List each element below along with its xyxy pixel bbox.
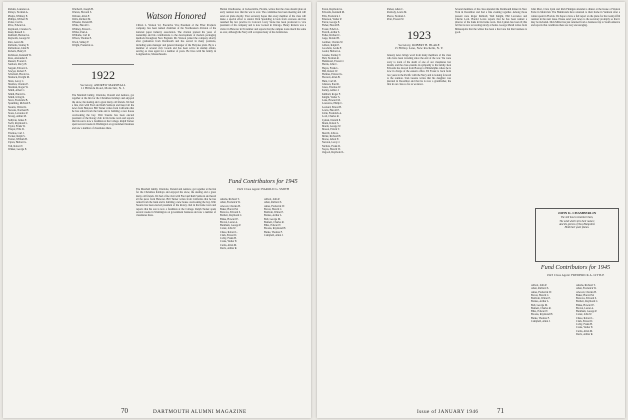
fund-class-agent: 1922 Class Agent: HAROLD G. SMITH bbox=[236, 188, 290, 191]
class-year-heading: 1923 bbox=[407, 28, 431, 42]
magazine-footer: DARTMOUTH ALUMNI MAGAZINE bbox=[153, 409, 247, 415]
page-number: 71 bbox=[497, 407, 504, 415]
divider bbox=[72, 64, 134, 65]
memorial-poem-box bbox=[535, 208, 619, 262]
class-notes-column-3: Several members of the class attended the Dartmouth dinner in New York in December and had a fine evening together. Among those present were Roger Kimball, Walt Knight, Phil Lawrence and Charlie Lord. Harold Lewis reports that he has been named a director of the bank in his home town. Don Lyman has been ill this fall but is now recovering nicely at home. George Marsh writes from Minneapolis that the winter has been a hard one but that business is good. bbox=[455, 8, 527, 34]
poem-text: The still hours remember them, The wind which stirs their names; And the glories of New Hampshire Hold their quiet flames. bbox=[559, 216, 595, 229]
article-title: Watson Honored bbox=[145, 11, 207, 21]
magazine-footer: Issue of JANUARY 1946 bbox=[417, 409, 479, 415]
class-roster-column-2: Wardwell, Joseph H. Warren, Howard S. Webster, Allen F. Wells, Richard M. Wheeler, Donald B. White, Harold C. Whitney, Ernest L. Wilder, Paul A. Williams, Carl R. Wilson, Thomas E. Wood, Sidney F. Wright, Frederick A. bbox=[72, 8, 94, 47]
class-roster-column: Eaton, Raymond A. Edwards, Kenneth M. Ellis, Frederick J. Emerson, Walter P. Farrar, George E. Fisher, Harold B. Foster, Edwin L. French, Arthur S. Fuller, Richard C. Gage, Donald H. Gardner, Charles W. Gilbert, Ralph E. Goodwin, Leslie F. Gould, Herbert A. Greene, Stanley T. Hall, Norman R. Hammond, Everett J. Harris, John C. Hayes, Frank L. Hill, Robert W. Holmes, Edward G. Howard, Allen B. Hunt, Carl M. Johnson, Paul R. Jones, Thomas W. Kelley, Arthur J. Kimball, Roger F. Knight, Walter S. Lane, Howard M. Lawrence, Philip C. Leonard, Ernest B. Lewis, Harold E. Little, Frederick A. Lord, Charles R. Lyman, Donald P. Mann, Robert S. Marsh, George W. Mason, Edwin T. Merrill, John A. Miller, Richard H. Morse, Albert E. Newton, Leroy J. Nichols, Frank D. Noyes, Harold W. Osgood, Raymond L. bbox=[322, 8, 345, 154]
class-roster-column: Perkins, Laurence A. Petteys, Norman A. Phelps, Whitney E. Phillips, Wilbert H. Potter, Carl K. Price, Edward A. Raymond, Clarence S. Reed, Russell C. Redfield, Bernard A. Reynolds, George W. Rice, Aaron M. Richards, Stanley E. Richardson, John H. Roberts, Henry P. Robinson, Kenneth W. Ross, Alexander P. Russell, Everett J. Sanborn, Percy H. Sargent, Edward L. Sawyer, Robert F. Schofield, Harold A. Shattuck, Dwight M. Shaw, Leroy C. Sheldon, Charles E. Sherman, Roger W. Smith, Albert C. Smith, Harold G. Smith, Irving R. Snow, Frederick B. Spaulding, Richard E. Stearns, Walter K. Stevens, Norman H. Stone, Lawrence P. Strong, Arthur M. Sullivan, James F. Swift, Raymond L. Taylor, Frank W. Thayer, Ellis D. Thomas, Carl J. Tucker, Ralph S. Turner, William B. Upton, Herbert G. Vail, Robert T. Walker, George E. bbox=[8, 8, 32, 151]
class-secretary-byline: Secretary, ANDREW MARSHALL 11 Hillside Road, Montclair, N. J. bbox=[80, 84, 126, 91]
fund-contributor-list-2: Adams, Richard T. Allen, Frederick W. Atwood, Charles B. Baker, Harold M. Barrows, Edward S. Bartlett, Raymond C. Blake, Howard E. Brown, Lester A. Burnham, George P. Carter, John W. Chase, Robert L. Clark, Ernest D. Colby, Frank H. Crane, Walter E. Curtis, Allan M. Davis, Arthur R. bbox=[576, 284, 599, 336]
fund-contributors-title: Fund Contributors for 1945 bbox=[228, 178, 298, 185]
article-text: Clifton L. Watson '22, Executive Vice President of the Fiber Products company, has been named chairman of the Northeastern division of the national paper industry association. The citation praised his years of leadership and his contributions to the development of modern packaging methods throughout New England. Mr. Watson joined the company shortly after graduation from Dartmouth and has served in many positions, including sales manager and general manager of the Holyoke plant. He is a member of several civic boards and has been active in alumni affairs, serving as class agent for a number of years. He lives with his family in Longmeadow, Massachusetts. bbox=[136, 24, 216, 57]
class-notes-text: January news brings word from many members of the class who have been traveling since the end of the war. We were sorry to learn of the death of one of our classmates last month, and the class extends its sympathy to his family. Ken Edwards has moved from Boston to Philadelphia where he is now in charge of the eastern office. Ed Foster is back from two years in the Pacific with the Navy and is looking forward to the reunion. Stan Greene writes that his daughter was married in December and that he is now a grandfather, the first in our class so far as we know. bbox=[387, 54, 451, 87]
class-year-heading: 1922 bbox=[91, 68, 115, 82]
class-roster-column-2: Parker, Allen C. Peabody, Lewis M. Pierce, Norman J. Pratt, Everett W. bbox=[387, 8, 408, 21]
fund-contributor-list-2: Abbott, John P. Allen, Richard S. Ames, Frederick W. Bacon, Harold C. Baldwin, Walter E. Barnes, Arthur L. Bell, George M. Bennett, Charles R. Bliss, Edward T. Brooks, Raymond H. Burke, Thomas F. Campbell, Allen J. bbox=[264, 198, 287, 237]
class-notes-text-continued: The Marshall family, Charlotte, Donald and Andrew, got together at the Inn for the Christmas holidays and enjoyed the snow, the skating and a great many old friends. We had a fine visit with Fred and Ruth Sanborn and heard all the news from Hanover. Bill Turner writes from California that he has retired from the bank and is building a new house overlooking the bay. Walt Stearns has been elected president of the Rotary club in his home town and reports that his son is now a freshman at the College. Ralph Tucker spent several weeks in Washington on government business and saw a number of classmates there. bbox=[136, 188, 216, 217]
class-secretary-byline: Secretary, ROBERT H. BLAKE 15 Hilltop Lane, New Rochelle, N. Y. bbox=[394, 44, 444, 51]
fund-contributor-list: Abbott, John P. Allen, Richard S. Ames, Frederick W. Bacon, Harold C. Baldwin, Walter E. Barnes, Arthur L. Bell, George M. Bennett, Charles R. Bliss, Edward T. Brooks, Raymond H. Burke, Thomas F. Campbell, Allen J. bbox=[531, 284, 554, 323]
class-notes-column-4: Harlan Chadbourne, of Jacksonville, Florida, writes that the class should plan an early reunion now that the war is over. The committee has been meeting and will send out plans shortly. Your secretary hopes that every member of the class will make a special effort to attend. Dick Spaulding is back from overseas and has resumed his law practice in Concord. Larry Stone has been promoted to vice president of his company and is now located in Chicago. Henry Roberts was a visitor in Hanover in November and reports that the campus looks much the same as ever, although the Navy still occupies many of the dormitories. bbox=[220, 8, 306, 34]
fund-class-agent: 1923 Class Agent: FREDERICK A. LITTLE bbox=[546, 274, 605, 277]
left-page bbox=[3, 2, 311, 418]
fund-contributor-list: Adams, Richard T. Allen, Frederick W. Atwood, Charles B. Baker, Harold M. Barrows, Edward S. Bartlett, Raymond C. Blake, Howard E. Brown, Lester A. Burnham, George P. Carter, John W. Chase, Robert L. Clark, Ernest D. Colby, Frank H. Crane, Walter E. Curtis, Allan M. Davis, Arthur R. bbox=[220, 198, 243, 250]
fund-contributors-title: Fund Contributors for 1945 bbox=[540, 264, 611, 271]
page-number: 70 bbox=[121, 407, 128, 415]
class-notes-column-4: John Marr, Clara Lynn and Irish Finnigan attended a dinner at the house of Warren Earle in Montclair. The Hammonds have returned to their home in Vermont after a winter spent in Florida. We hope to have a full report on the plans for the twenty-fifth reunion in the next issue. Please send your news to the secretary promptly so that it may be included. Dick Miller has just returned from a business trip to South America and reports that conditions there are very encouraging. bbox=[531, 8, 620, 28]
right-page bbox=[317, 2, 625, 418]
class-notes-text: The Marshall family, Charlotte, Donald and Andrew, got together at the Inn for the Christmas holidays and enjoyed the snow, the skating and a great many old friends. We had a fine visit with Fred and Ruth Sanborn and heard all the news from Hanover. Bill Turner writes from California that he has retired from the bank and is building a new house overlooking the bay. Walt Stearns has been elected president of the Rotary club in his home town and reports that his son is now a freshman at the College. Ralph Tucker spent several weeks in Washington on government business and saw a number of classmates there. bbox=[72, 94, 134, 130]
poem-author: JOHN K. CHAMBERLIN bbox=[557, 211, 597, 215]
